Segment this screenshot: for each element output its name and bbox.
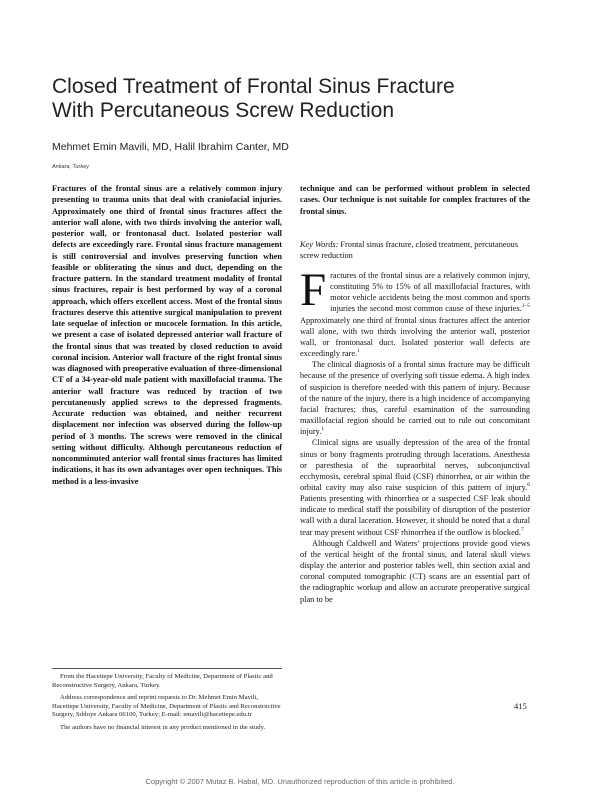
- copyright-notice: Copyright © 2007 Mutaz B. Habal, MD. Unauthorized reproduction of this article is prohibited.: [145, 777, 455, 786]
- body-text: [300, 264, 530, 605]
- footnote-correspondence: Address correspondence and reprint requests to Dr. Mehmet Emin Mavili, Hacettepe University, Faculty of Medicine, Department of Plastic and Reconstructive Surgery, Sıhhıye Ankara 06100, Turkey; E-mail: emavili@hacettepe.edu.tr: [52, 694, 281, 719]
- abstract-column-1: Fractures of the frontal sinus are a relatively common injury presenting to trauma units that deal with craniofacial injuries. Approximately one third of frontal sinus fractures affect the anterior wall alone, with two thirds involving the anterior wall, posterior wall, or frontonasal duct. Isolated posterior wall defects are exceedingly rare. Frontal sinus fracture management is still controversial and involves preserving function when feasible or obliterating the sinus and duct, depending on the fracture pattern. In the standard treatment modality of frontal sinus fractures, repair is best performed by way of a coronal approach, which offers excellent access. Most of the frontal sinus fractures deserve this attentive surgical manipulation to prevent late sequelae of infection or mucocele formation. In this article, we present a case of isolated depressed anterior wall fracture of the frontal sinus that was treated by closed reduction to avoid coronal incision. Anterior wall fracture of the right frontal sinus was diagnosed with preoperative evaluation of three-dimensional CT of a 34-year-old male patient with maxillofacial trauma. The anterior wall fracture was reduced by traction of two percutaneously applied screws to the depressed fragments. Accurate reduction was obtained, and neither recurrent displacement nor infection was observed during the follow-up period of 3 months. The screws were removed in the clinical setting without difficulty. Although percutaneous reduction of noncomminuted anterior wall frontal sinus fractures has limited indications, it has its own advantages over open techniques. This method is a less-invasive: [52, 184, 282, 486]
- body-p2-a: The clinical diagnosis of a frontal sinus fracture may be difficult because of the presence of overlying soft tissue edema. A high index of suspicion is therefore needed with this pattern of injury. Because of the nature of the injury, there is a high incidence of accompanying facial fractures; thus, careful examination of the surrounding maxillofacial region should be carried out to rule out concomitant injury.: [300, 360, 530, 437]
- body-p1-b: Approximately one third of frontal sinus fractures affect the anterior wall alone, with two thirds involving the anterior wall, posterior wall, or frontonasal duct. Isolated posterior wall defects are exceedingly rare.: [300, 315, 530, 359]
- body-p3-b: Patients presenting with rhinorrhea or a suspected CSF leak should indicate to medical staff the possibility of disruption of the posterior wall with a dural laceration. However, it should be noted that a dural tear may present without CSF rhinorrhea if the outflow is blocked.: [300, 494, 530, 537]
- footnote-disclosure: The authors have no financial interest in any product mentioned in the study.: [60, 723, 266, 731]
- abstract-column-2: technique and can be performed without problem in selected cases. Our technique is not suitable for complex fractures of the frontal sinus.: [300, 184, 530, 216]
- citation: 1: [321, 426, 325, 433]
- footnotes: [52, 673, 282, 737]
- body-p1-a: ractures of the frontal sinus are a relatively common injury, constituting 5% to 15% of all maxillofacial fractures, with motor vehicle accidents being the most common and sports injuries the second most common cause of these injuries.: [330, 271, 530, 314]
- body-paragraph-3: [300, 437, 530, 537]
- article-title: [52, 75, 552, 123]
- body-paragraph-4: Although Caldwell and Waters’ projections provide good views of the vertical height of the frontal sinus, and lateral skull views display the anterior and posterior tables well, thin section axial and coronal computed tomographic (CT) scans are an essential part of the radiographic workup and allow an accurate preoperative surgical plan to be: [300, 538, 530, 604]
- citation: 1–5: [521, 303, 530, 310]
- citation: 6: [527, 482, 530, 489]
- citation: 7: [520, 526, 524, 533]
- keywords-text: Frontal sinus fracture, closed treatment, percutaneous screw reduction: [300, 240, 519, 261]
- keywords-label: Key Words:: [300, 240, 339, 249]
- keywords: [300, 239, 530, 262]
- footnote-divider: [52, 668, 282, 669]
- author-list: Mehmet Emin Mavili, MD, Halil Ibrahim Canter, MD: [52, 141, 289, 153]
- body-paragraph-1: [300, 264, 530, 359]
- body-paragraph-2: [300, 359, 530, 437]
- body-p3-a: Clinical signs are usually depression of the area of the frontal sinus or bony fragments protruding through lacerations. Anesthesia or paresthesia of the supraorbital nerves, subconjunctival ecchymosis, cerebral spinal fluid (CSF) rhinorrhea, or air within the orbital cavity may also raise suspicion of this pattern of injury.: [300, 438, 530, 492]
- affiliation: Ankara, Turkey: [52, 164, 89, 170]
- title-line-1: Closed Treatment of Frontal Sinus Fracture: [52, 75, 455, 98]
- page-number: 415: [514, 701, 527, 711]
- title-line-2: With Percutaneous Screw Reduction: [52, 99, 394, 122]
- drop-cap: F: [300, 264, 327, 316]
- footnote-affiliation: From the Hacettepe University, Faculty of Medicine, Department of Plastic and Reconstructive Surgery, Ankara, Turkey.: [52, 673, 273, 689]
- citation: 1: [357, 348, 360, 355]
